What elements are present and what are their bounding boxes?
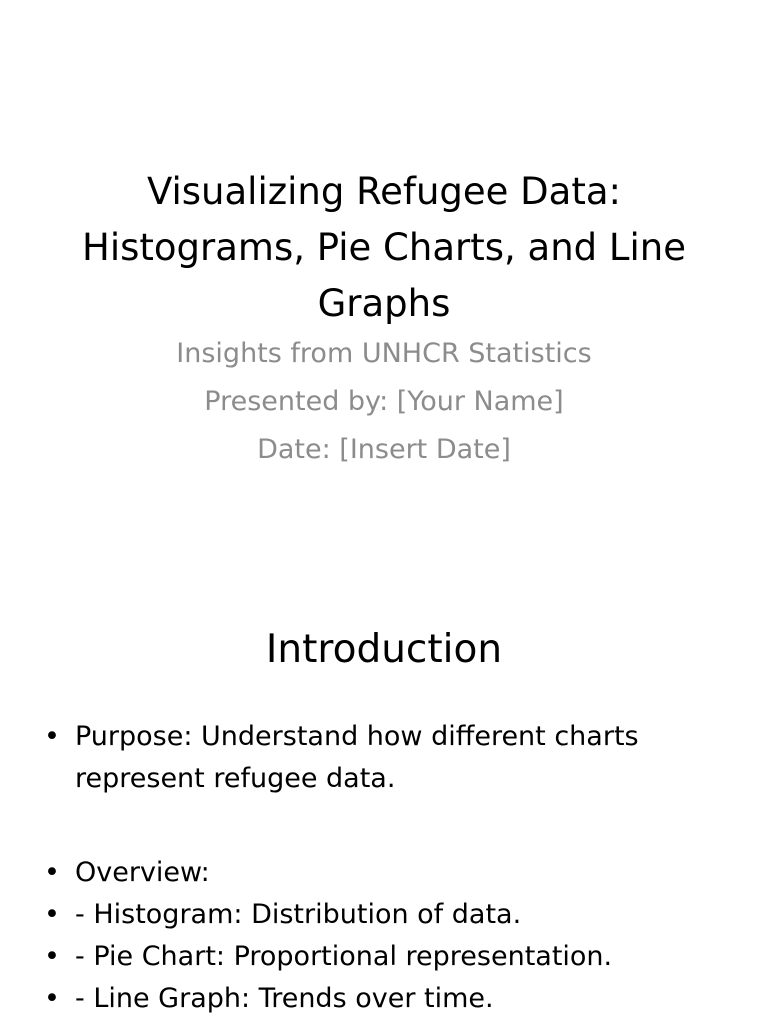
- bullet-dot-icon: •: [44, 941, 60, 972]
- bullet-item-histogram: [40, 894, 720, 936]
- bullet-dot-icon: •: [44, 721, 60, 752]
- bullet-item-overview: [40, 852, 720, 894]
- bullet-text: Overview:: [75, 857, 210, 888]
- slide-title: Visualizing Refugee Data: Histograms, Pie Charts, and Line Graphs: [82, 170, 686, 325]
- slide-heading: Introduction: [265, 627, 503, 672]
- bullet-item-pie-chart: [40, 936, 720, 978]
- bullet-text: Purpose: Understand how different charts represent refugee data.: [75, 721, 639, 794]
- bullet-text: - Histogram: Distribution of data.: [75, 899, 522, 930]
- bullet-item-line-graph: [40, 978, 720, 1020]
- bullet-text: - Line Graph: Trends over time.: [75, 983, 494, 1014]
- bullet-spacer: [40, 800, 720, 852]
- bullet-list: [40, 716, 720, 1020]
- bullet-dot-icon: •: [44, 899, 60, 930]
- subtitle-line-presenter: Presented by: [Your Name]: [204, 386, 564, 417]
- subtitle-line-date: Date: [Insert Date]: [257, 434, 511, 465]
- bullet-text: - Pie Chart: Proportional representation.: [75, 941, 613, 972]
- bullet-dot-icon: •: [44, 983, 60, 1014]
- slide-subtitle: [40, 330, 728, 474]
- bullet-dot-icon: •: [44, 857, 60, 888]
- bullet-item-purpose: [40, 716, 720, 800]
- introduction-slide: [0, 576, 768, 1024]
- subtitle-line-source: Insights from UNHCR Statistics: [176, 338, 592, 369]
